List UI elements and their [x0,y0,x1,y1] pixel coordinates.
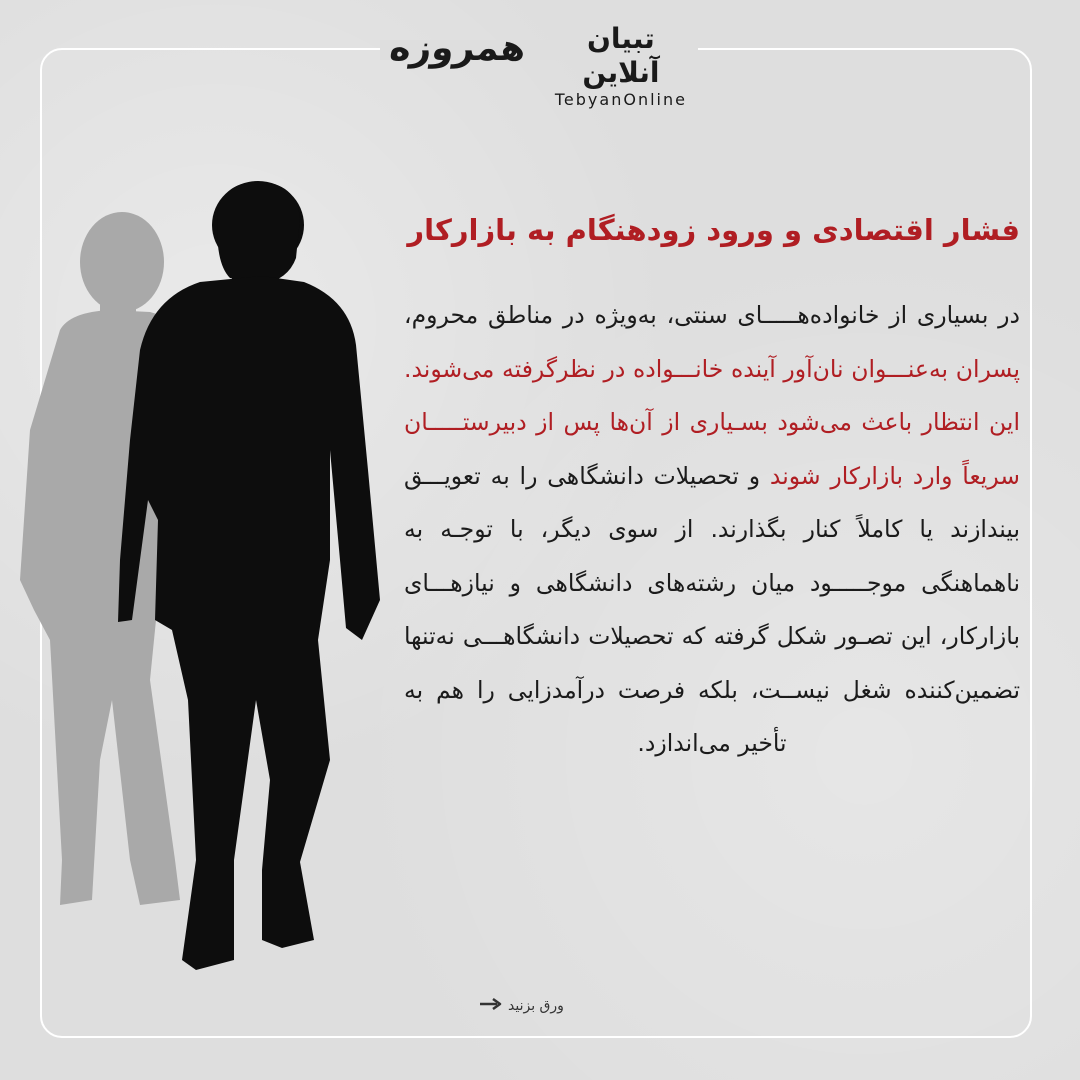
swipe-label: ورق بزنید [508,998,564,1014]
headline: فشار اقتصادی و ورود زودهنگام به بازارکار [407,213,1020,247]
body-text-part: در بسیاری از خانواده‌هـــــای سنتی، به‌ویژه در مناطق محروم، [404,301,1020,329]
body-paragraph [400,289,1020,771]
body-text-part: و تحصیلات دانشگاهی را به تعویـــق بیندازند یا کاملاً کنار بگذارند. از سوی دیگر، با توجـه به ناهماهنگی موجـــــود میان رشته‌های دانشگاهی و نیازهـــای بازارکار، این تصـور شکل گرفته که تحصیلات دانشگاهـــی نه‌تنها تضمین‌کننده شغل نیســت، بلکه فرصت درآمدزایی را هم به تأخیر می‌اندازد. [404,461,1020,757]
body-highlight: پسران به‌عنـــوان نان‌آور آینده خانـــواده در نظرگرفته می‌شوند. این انتظار باعث می‌شود بسـیاری از آن‌ها پس از دبیرستـــــان سریعاً وارد بازارکار شوند [404,354,1020,490]
tebyan-logo-fa: تبیان آنلاین [582,22,660,89]
hamrooz-logo: همروزه [387,28,529,69]
swipe-hint[interactable] [480,998,564,1014]
tebyan-logo-en: TebyanOnline [554,90,687,109]
article-content [400,205,1020,771]
arrow-right-icon [480,998,502,1014]
